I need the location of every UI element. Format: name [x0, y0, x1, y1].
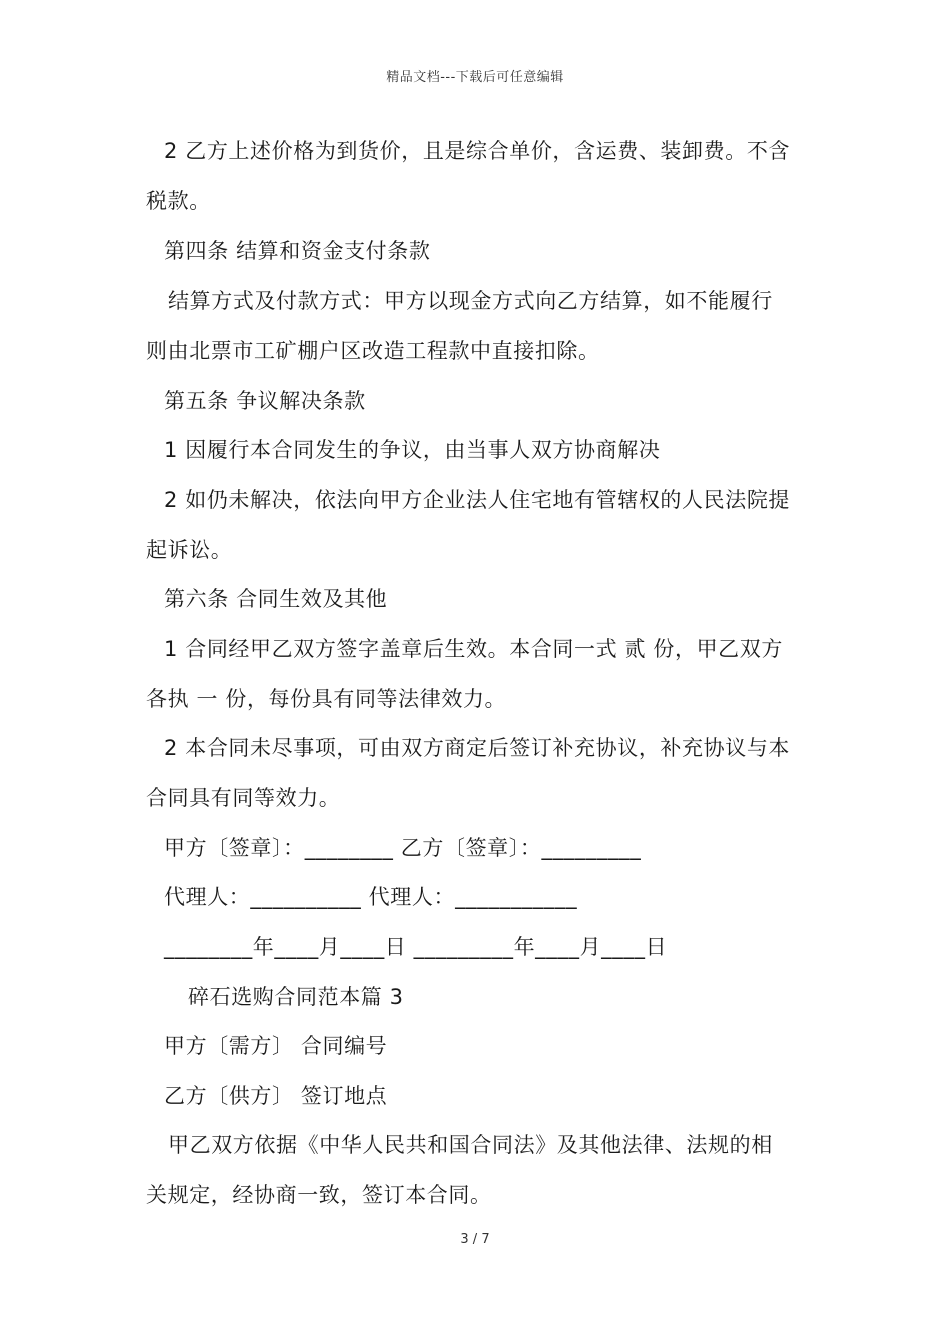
- section-heading-5: 第五条 争议解决条款: [164, 389, 366, 413]
- body-line: 税款。: [146, 189, 211, 213]
- body-line: 甲乙双方依据《中华人民共和国合同法》及其他法律、法规的相: [168, 1133, 773, 1157]
- party-b-line: 乙方〔供方〕 签订地点: [164, 1084, 388, 1108]
- body-line: 关规定，经协商一致，签订本合同。: [146, 1183, 492, 1207]
- contract-title: 碎石选购合同范本篇 3: [188, 985, 404, 1009]
- date-line: ________年____月____日 _________年____月____日: [164, 935, 668, 959]
- page-header: 精品文档---下载后可任意编辑: [386, 70, 564, 85]
- body-line: 2 乙方上述价格为到货价，且是综合单价，含运费、装卸费。不含: [164, 139, 791, 163]
- body-line: 起诉讼。: [146, 538, 233, 562]
- section-heading-4: 第四条 结算和资金支付条款: [164, 239, 431, 263]
- body-line: 合同具有同等效力。: [146, 786, 341, 810]
- signature-line: 甲方〔签章〕：________ 乙方〔签章〕：_________: [164, 836, 642, 860]
- agent-line: 代理人：__________ 代理人：___________: [164, 885, 578, 909]
- body-line: 各执 一 份，每份具有同等法律效力。: [146, 687, 507, 711]
- page-number: 3 / 7: [460, 1232, 490, 1247]
- body-line: 1 因履行本合同发生的争议，由当事人双方协商解决: [164, 438, 661, 462]
- body-line: 1 合同经甲乙双方签字盖章后生效。本合同一式 贰 份，甲乙双方: [164, 637, 783, 661]
- section-heading-6: 第六条 合同生效及其他: [164, 587, 388, 611]
- party-a-line: 甲方〔需方〕 合同编号: [164, 1034, 388, 1058]
- body-line: 2 本合同未尽事项，可由双方商定后签订补充协议，补充协议与本: [164, 736, 791, 760]
- body-line: 结算方式及付款方式：甲方以现金方式向乙方结算，如不能履行: [168, 289, 773, 313]
- body-line: 2 如仍未解决，依法向甲方企业法人住宅地有管辖权的人民法院提: [164, 488, 791, 512]
- body-line: 则由北票市工矿棚户区改造工程款中直接扣除。: [146, 339, 600, 363]
